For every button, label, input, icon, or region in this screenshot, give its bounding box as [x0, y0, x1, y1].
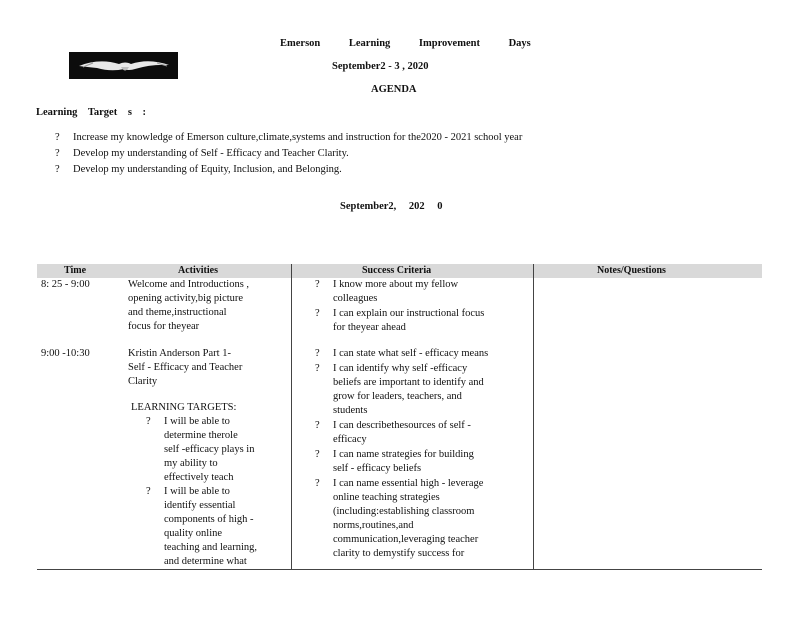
- row1-time: 8: 25 - 9:00: [41, 279, 90, 290]
- column-divider: [533, 264, 534, 570]
- column-header-success-criteria: Success Criteria: [362, 265, 432, 276]
- row1-activity: Welcome and Introductions , opening activity,big picture and theme,instructional focus for theyear: [128, 279, 250, 332]
- activity-target-item: ? I will be able to determine therole self -efficacy plays in my ability to effectively teach: [146, 416, 255, 483]
- criteria-item: ? I know more about my fellow colleagues: [315, 279, 459, 304]
- row2-activity: Kristin Anderson Part 1- Self - Efficacy and Teacher Clarity LEARNING TARGETS: ? I will be able to determine therole self -efficacy plays in my ability to effectively teach ? I will be able to identify essential components of high - quality online teaching and learning, and determine what: [128, 347, 283, 569]
- criteria-item: ? I can explain our instructional focus for theyear ahead: [315, 308, 485, 333]
- row1-success-criteria: [311, 278, 526, 336]
- bullet-icon: ?: [315, 420, 320, 431]
- bullet-icon: ?: [146, 416, 151, 427]
- learning-target-item: ? Increase my knowledge of Emerson culture,climate,systems and instruction for the2020 - 2021 school year: [55, 130, 522, 146]
- event-dates: September2 - 3 , 2020: [332, 61, 429, 72]
- document-title: Emerson Learning Improvement Days: [280, 38, 531, 49]
- learning-targets-list: [55, 130, 522, 178]
- column-header-activities: Activities: [178, 265, 218, 276]
- column-header-notes: Notes/Questions: [597, 265, 666, 276]
- bullet-icon: ?: [315, 478, 320, 489]
- criteria-item: ? I can state what self - efficacy means: [315, 348, 489, 359]
- agenda-heading: AGENDA: [371, 84, 417, 95]
- bullet-icon: ?: [315, 363, 320, 374]
- bullet-icon: ?: [315, 348, 320, 359]
- learning-target-item: ? Develop my understanding of Self - Efficacy and Teacher Clarity.: [55, 146, 522, 162]
- activity-target-item: ? I will be able to identify essential components of high - quality online teaching and learning, and determine what: [146, 486, 258, 567]
- criteria-item: ? I can describethesources of self - efficacy: [315, 420, 471, 445]
- school-logo: [69, 52, 178, 79]
- criteria-item: ? I can name essential high - leverage online teaching strategies (including:establishing classroom norms,routines,and communication,leveraging teacher clarity to demystify success for: [315, 478, 484, 559]
- table-bottom-border: [37, 569, 762, 570]
- learning-target-item: ? Develop my understanding of Equity, Inclusion, and Belonging.: [55, 162, 522, 178]
- criteria-item: ? I can name strategies for building self - efficacy beliefs: [315, 449, 474, 474]
- bullet-icon: ?: [55, 132, 60, 143]
- learning-targets-heading: Learning Target s :: [36, 107, 147, 118]
- column-divider: [291, 264, 292, 570]
- day-heading: September2, 202 0: [340, 201, 443, 212]
- row2-time: 9:00 -10:30: [41, 348, 90, 359]
- criteria-item: ? I can identify why self -efficacy beliefs are important to identify and grow for leaders, teachers, and students: [315, 363, 484, 416]
- activity-learning-targets-heading: LEARNING TARGETS:: [131, 402, 237, 413]
- row2-success-criteria: [311, 347, 526, 562]
- bullet-icon: ?: [55, 164, 60, 175]
- bullet-icon: ?: [55, 148, 60, 159]
- bullet-icon: ?: [315, 449, 320, 460]
- bullet-icon: ?: [315, 308, 320, 319]
- agenda-table: [37, 264, 762, 570]
- column-header-time: Time: [64, 265, 87, 276]
- bullet-icon: ?: [146, 486, 151, 497]
- bullet-icon: ?: [315, 279, 320, 290]
